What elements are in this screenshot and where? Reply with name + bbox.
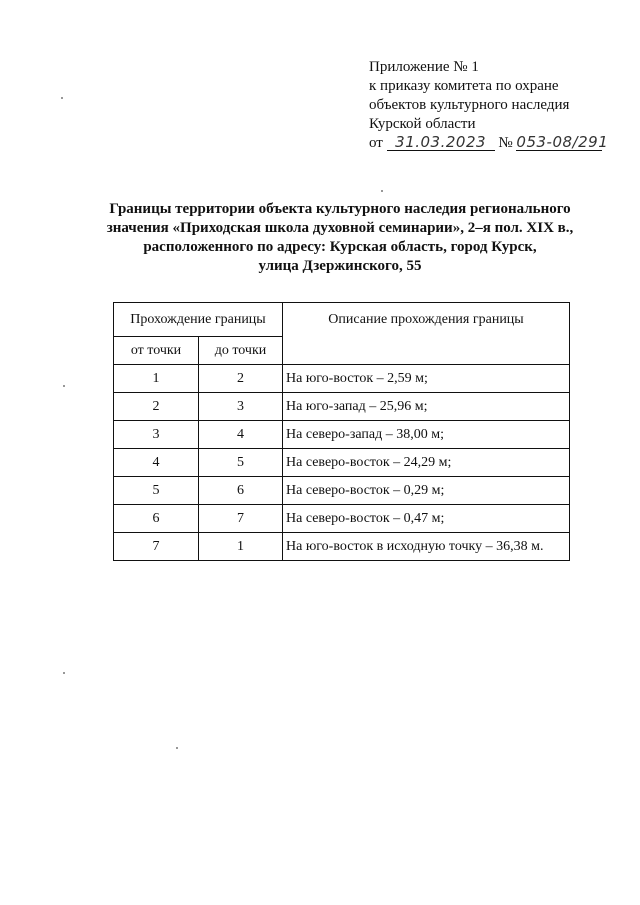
- scan-speck: [61, 97, 63, 99]
- boundary-table: [113, 302, 570, 561]
- cell-to: 5: [199, 449, 283, 477]
- scan-speck: [63, 672, 65, 674]
- cell-description: На северо-восток – 0,47 м;: [283, 505, 570, 533]
- cell-to: 3: [199, 393, 283, 421]
- appendix-line-1: Приложение № 1: [369, 59, 479, 75]
- cell-from: 1: [114, 365, 199, 393]
- cell-description: На юго-восток в исходную точку – 36,38 м.: [283, 533, 570, 561]
- appendix-date-line: [369, 134, 619, 153]
- cell-description: На северо-запад – 38,00 м;: [283, 421, 570, 449]
- cell-description: На северо-восток – 0,29 м;: [283, 477, 570, 505]
- cell-to: 2: [199, 365, 283, 393]
- scan-speck: [176, 747, 178, 749]
- order-date: 31.03.2023: [387, 135, 495, 151]
- cell-to: 1: [199, 533, 283, 561]
- scan-speck: [381, 190, 383, 192]
- table-header-row: [114, 303, 570, 337]
- table-row: [114, 421, 570, 449]
- cell-from: 6: [114, 505, 199, 533]
- order-number: 053-08/291: [516, 133, 609, 151]
- cell-from: 5: [114, 477, 199, 505]
- cell-description: На юго-запад – 25,96 м;: [283, 393, 570, 421]
- cell-description: На северо-восток – 24,29 м;: [283, 449, 570, 477]
- appendix-block: [369, 58, 619, 153]
- header-description: Описание прохождения границы: [283, 303, 570, 365]
- number-prefix: №: [498, 135, 513, 151]
- document-title: [90, 200, 590, 276]
- table-row: [114, 505, 570, 533]
- cell-to: 4: [199, 421, 283, 449]
- title-line-4: улица Дзержинского, 55: [258, 258, 422, 274]
- appendix-line-3: объектов культурного наследия: [369, 97, 570, 113]
- table-row: [114, 393, 570, 421]
- header-from-point: от точки: [114, 337, 199, 365]
- appendix-line-4: Курской области: [369, 116, 476, 132]
- table-row: [114, 365, 570, 393]
- table-row: [114, 533, 570, 561]
- cell-from: 2: [114, 393, 199, 421]
- date-prefix: от: [369, 135, 383, 151]
- cell-from: 7: [114, 533, 199, 561]
- cell-to: 6: [199, 477, 283, 505]
- table-row: [114, 477, 570, 505]
- title-line-1: Границы территории объекта культурного наследия регионального: [109, 201, 571, 217]
- cell-from: 4: [114, 449, 199, 477]
- header-boundary-passage: Прохождение границы: [114, 303, 283, 337]
- title-line-3: расположенного по адресу: Курская область, город Курск,: [143, 239, 537, 255]
- appendix-line-2: к приказу комитета по охране: [369, 78, 559, 94]
- cell-to: 7: [199, 505, 283, 533]
- cell-from: 3: [114, 421, 199, 449]
- title-line-2: значения «Приходская школа духовной семинарии», 2–я пол. XIX в.,: [106, 220, 574, 236]
- header-to-point: до точки: [199, 337, 283, 365]
- cell-description: На юго-восток – 2,59 м;: [283, 365, 570, 393]
- scan-speck: [63, 385, 65, 387]
- table-row: [114, 449, 570, 477]
